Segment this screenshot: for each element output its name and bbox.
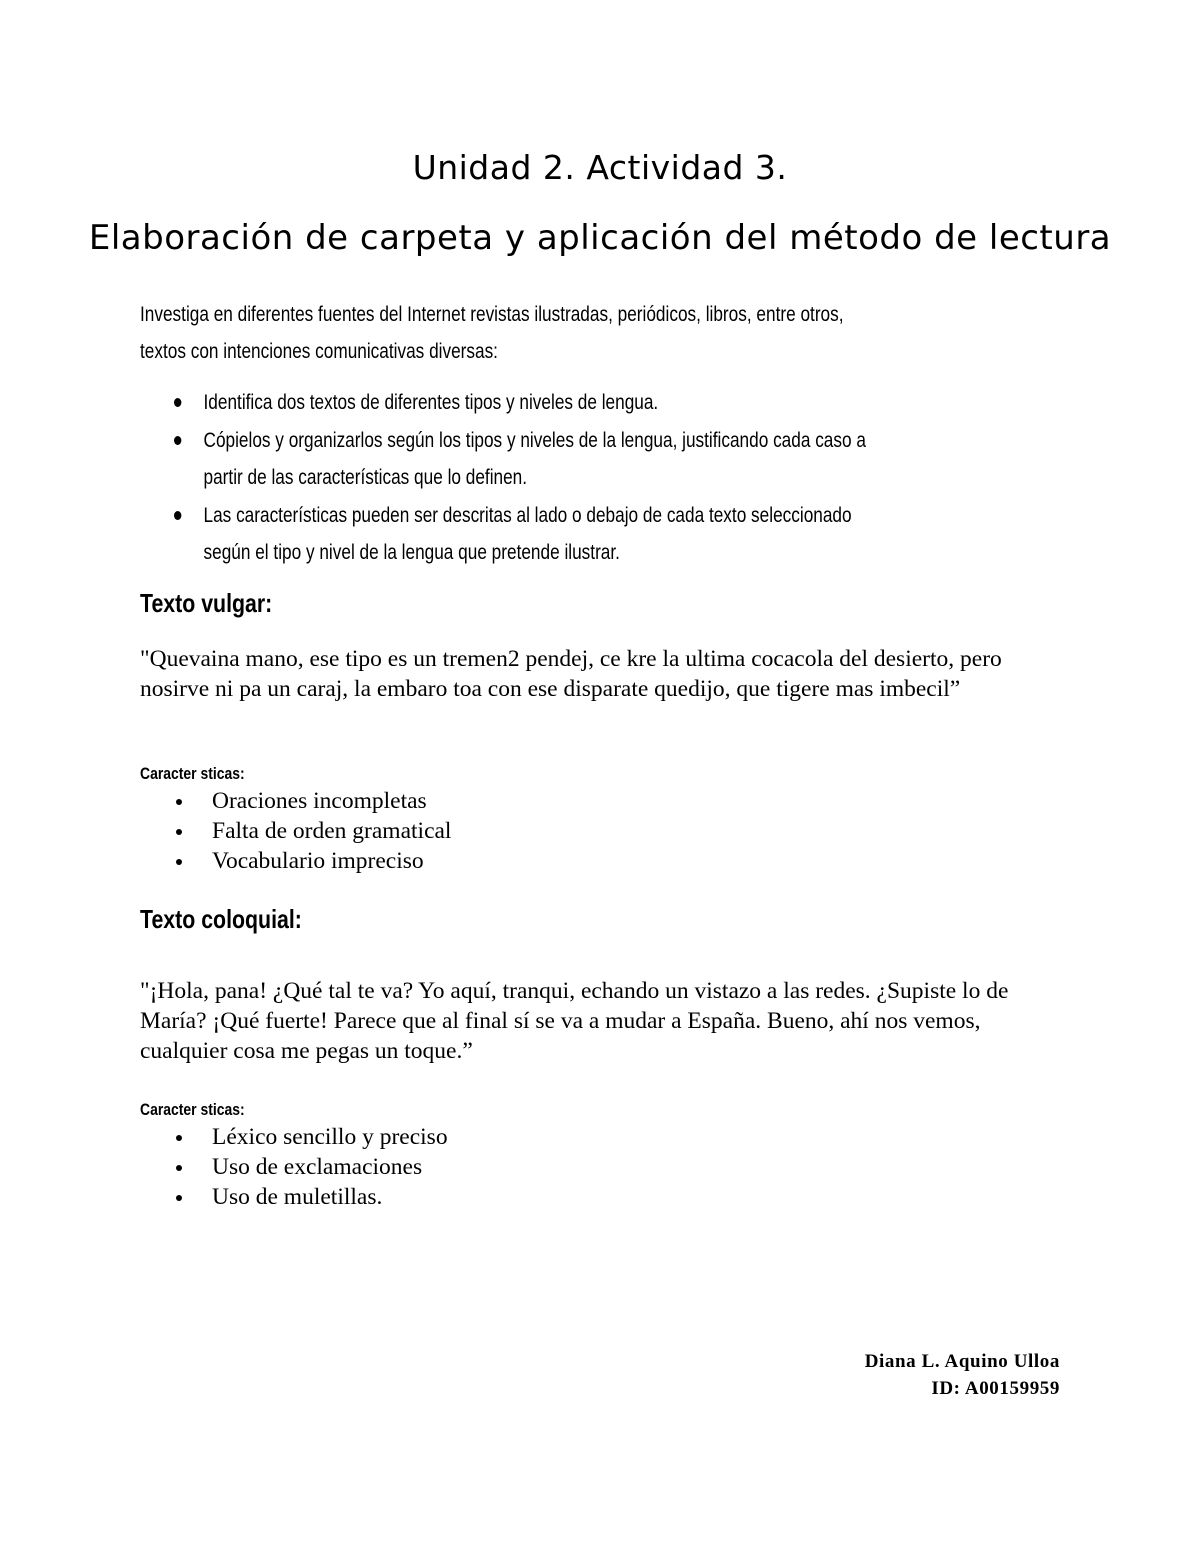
bullet-icon [176, 859, 182, 865]
vulgar-quote: "Quevaina mano, ese tipo es un tremen2 pendej, ce kre la ultima cocacola del desierto, pero nosirve ni pa un caraj, la embaro toa con ese disparate quedijo, que tigere mas imbecil” [140, 646, 1002, 702]
bullet-icon [174, 398, 181, 407]
list-item [176, 786, 451, 816]
section-heading-coloquial: Texto coloquial: [140, 904, 302, 934]
instruction-list [174, 384, 866, 572]
vulgar-characteristics-list [176, 786, 451, 876]
intro-line: Investiga en diferentes fuentes del Internet revistas ilustradas, periódicos, libros, entre otros, [140, 303, 844, 326]
characteristics-label: Caracter sticas: [140, 1100, 245, 1119]
instruction-line: Identifica dos textos de diferentes tipos y niveles de lengua. [203, 391, 659, 414]
list-item [174, 497, 866, 571]
instruction-line: según el tipo y nivel de la lengua que pretende ilustrar. [203, 541, 620, 564]
coloquial-quote: "¡Hola, pana! ¿Qué tal te va? Yo aquí, tranqui, echando un vistazo a las redes. ¿Supiste lo de María? ¡Qué fuerte! Parece que al final sí se va a mudar a España. Bueno, ahí nos vemos, cualquier cosa me pegas un toque.” [140, 978, 1009, 1064]
bullet-icon [174, 511, 181, 520]
page-subtitle: Elaboración de carpeta y aplicación del método de lectura [88, 218, 1112, 258]
section-heading-vulgar: Texto vulgar: [140, 588, 273, 618]
characteristic-text: Léxico sencillo y preciso [212, 1124, 448, 1150]
list-item [176, 1152, 448, 1182]
author-name: Diana L. Aquino Ulloa [864, 1351, 1060, 1372]
bullet-icon [174, 436, 181, 445]
list-item [176, 1182, 448, 1212]
characteristics-label: Caracter sticas: [140, 764, 245, 783]
list-item [174, 384, 866, 421]
characteristic-text: Oraciones incompletas [212, 788, 427, 814]
characteristic-text: Uso de exclamaciones [212, 1154, 423, 1180]
page-title: Unidad 2. Actividad 3. [412, 148, 788, 187]
intro-line: textos con intenciones comunicativas diversas: [140, 340, 498, 363]
bullet-icon [176, 1165, 182, 1171]
instruction-line: partir de las características que lo definen. [203, 466, 528, 489]
list-item [176, 1122, 448, 1152]
characteristic-text: Falta de orden gramatical [212, 818, 452, 844]
bullet-icon [176, 1135, 182, 1141]
list-item [176, 846, 451, 876]
author-id: ID: A00159959 [931, 1378, 1060, 1399]
list-item [176, 816, 451, 846]
bullet-icon [176, 799, 182, 805]
list-item [174, 422, 866, 496]
bullet-icon [176, 829, 182, 835]
coloquial-characteristics-list [176, 1122, 448, 1212]
author-signature [865, 1348, 1060, 1402]
instruction-line: Cópielos y organizarlos según los tipos y niveles de la lengua, justificando cada caso a [203, 429, 866, 452]
characteristic-text: Uso de muletillas. [212, 1184, 383, 1210]
bullet-icon [176, 1195, 182, 1201]
instruction-line: Las características pueden ser descritas al lado o debajo de cada texto seleccionado [203, 504, 852, 527]
characteristic-text: Vocabulario impreciso [212, 848, 424, 874]
intro-paragraph [140, 296, 844, 370]
